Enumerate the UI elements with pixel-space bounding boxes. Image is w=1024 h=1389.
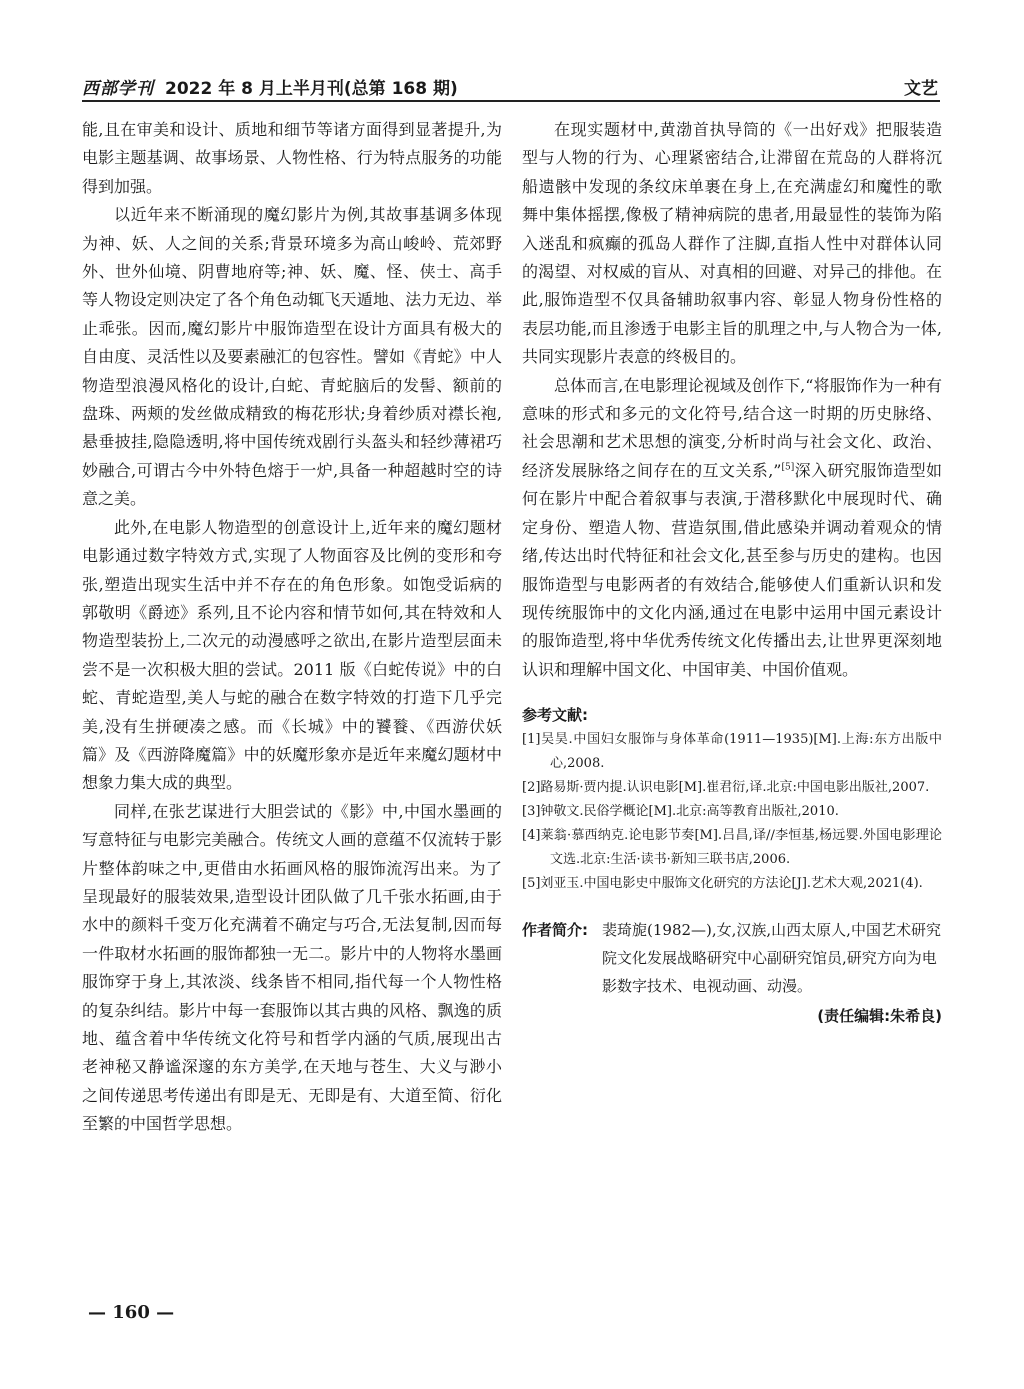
author-bio — [522, 916, 942, 1000]
journal-logo: 西部学刊 — [82, 79, 154, 99]
reference-item: [1]吴昊.中国妇女服饰与身体革命(1911—1935)[M].上海:东方出版中心,2008. — [522, 732, 942, 772]
section-label: 文艺 — [904, 79, 938, 99]
reference-item: [5]刘亚玉.中国电影史中服饰文化研究的方法论[J].艺术大观,2021(4). — [522, 876, 923, 892]
page-number: — 160 — — [88, 1302, 175, 1323]
paragraph-text: 深入研究服饰造型如何在影片中配合着叙事与表演,于潜移默化中展现时代、确定身份、塑造人物、营造氛围,借此感染并调动着观众的情绪,传达出时代特征和社会文化,甚至参与历史的建构。也因服饰造型与电影两者的有效结合,能够使人们重新认识和发现传统服饰中的文化内涵,通过在电影中运用中国元素设计的服饰造型,将中华优秀传统文化传播出去,让世界更深刻地认识和理解中国文化、中国审美、中国价值观。 — [522, 460, 942, 679]
paragraph: 以近年来不断涌现的魔幻影片为例,其故事基调多体现为神、妖、人之间的关系;背景环境多为高山峻岭、荒郊野外、世外仙境、阴曹地府等;神、妖、魔、怪、侠士、高手等人物设定则决定了各个角色动辄飞天遁地、法力无边、举止乖张。因而,魔幻影片中服饰造型在设计方面具有极大的自由度、灵活性以及要素融汇的包容性。譬如《青蛇》中人物造型浪漫风格化的设计,白蛇、青蛇脑后的发髻、额前的盘珠、两颊的发丝做成精致的梅花形状;身着纱质对襟长袍,悬垂披挂,隐隐透明,将中国传统戏剧行头盔头和轻纱薄裙巧妙融合,可谓古今中外特色熔于一炉,具备一种超越时空的诗意之美。 — [82, 205, 502, 509]
paragraph-text: 总体而言,在电影理论视域及创作下,“将服饰作为一种有意味的形式和多元的文化符号,结合这一时期的历史脉络、社会思潮和艺术思想的演变,分析时尚与社会文化、政治、经济发展脉络之间存在的互文关系,” — [522, 375, 942, 480]
citation-marker: [5] — [781, 462, 795, 473]
paragraph: 在现实题材中,黄渤首执导筒的《一出好戏》把服装造型与人物的行为、心理紧密结合,让滞留在荒岛的人群将沉船遗骸中发现的条纹床单裹在身上,在充满虚幻和魔性的歌舞中集体摇摆,像极了精神病院的患者,用最显性的装饰为陷入迷乱和疯癫的孤岛人群作了注脚,直指人性中对群体认同的渴望、对权威的盲从、对真相的回避、对异己的排他。在此,服饰造型不仅具备辅助叙事内容、彰显人物身份性格的表层功能,而且渗透于电影主旨的肌理之中,与人物合为一体,共同实现影片表意的终极目的。 — [522, 120, 942, 367]
paragraph — [522, 372, 942, 684]
issue-info: 2022 年 8 月上半月刊(总第 168 期) — [165, 79, 458, 99]
references-title: 参考文献: — [522, 706, 588, 725]
reference-item: [4]莱翁·慕西纳克.论电影节奏[M].吕昌,译//李恒基,杨远婴.外国电影理论文选.北京:生活·读书·新知三联书店,2006. — [522, 828, 942, 868]
paragraph: 能,且在审美和设计、质地和细节等诸方面得到显著提升,为电影主题基调、故事场景、人物性格、行为特点服务的功能得到加强。 — [82, 120, 502, 196]
author-bio-text: 裴琦旎(1982—),女,汉族,山西太原人,中国艺术研究院文化发展战略研究中心副研究馆员,研究方向为电影数字技术、电视动画、动漫。 — [602, 921, 941, 996]
left-column — [82, 116, 502, 1139]
paragraph: 此外,在电影人物造型的创意设计上,近年来的魔幻题材电影通过数字特效方式,实现了人物面容及比例的变形和夸张,塑造出现实生活中并不存在的角色形象。如饱受诟病的郭敬明《爵迹》系列,且不论内容和情节如何,其在特效和人物造型装扮上,二次元的动漫感呼之欲出,在影片造型层面未尝不是一次积极大胆的尝试。2011 版《白蛇传说》中的白蛇、青蛇造型,美人与蛇的融合在数字特效的打造下几乎完美,没有生拼硬凑之感。而《长城》中的饕餮、《西游伏妖篇》及《西游降魔篇》中的妖魔形象亦是近年来魔幻题材中想象力集大成的典型。 — [82, 517, 502, 793]
running-header — [82, 72, 940, 102]
paragraph: 同样,在张艺谋进行大胆尝试的《影》中,中国水墨画的写意特征与电影完美融合。传统文人画的意蕴不仅流转于影片整体韵味之中,更借由水拓画风格的服饰流泻出来。为了呈现最好的服装效果,造型设计团队做了几千张水拓画,由于水中的颜料千变万化充满着不确定与巧合,无法复制,因而每一件取材水拓画的服饰都独一无二。影片中的人物将水墨画服饰穿于身上,其浓淡、线条皆不相同,指代每一个人物性格的复杂纠结。影片中每一套服饰以其古典的风格、飘逸的质地、蕴含着中华传统文化符号和哲学内涵的气质,展现出古老神秘又静谧深邃的东方美学,在天地与苍生、大义与渺小之间传递思考传递出有即是无、无即是有、大道至简、衍化至繁的中国哲学思想。 — [82, 801, 502, 1134]
author-bio-label: 作者简介: — [522, 921, 588, 940]
reference-item: [2]路易斯·贾内提.认识电影[M].崔君衍,译.北京:中国电影出版社,2007. — [522, 780, 930, 796]
reference-item: [3]钟敬文.民俗学概论[M].北京:高等教育出版社,2010. — [522, 804, 839, 820]
responsible-editor: (责任编辑:朱希良) — [817, 1007, 942, 1026]
right-column — [522, 116, 942, 1030]
